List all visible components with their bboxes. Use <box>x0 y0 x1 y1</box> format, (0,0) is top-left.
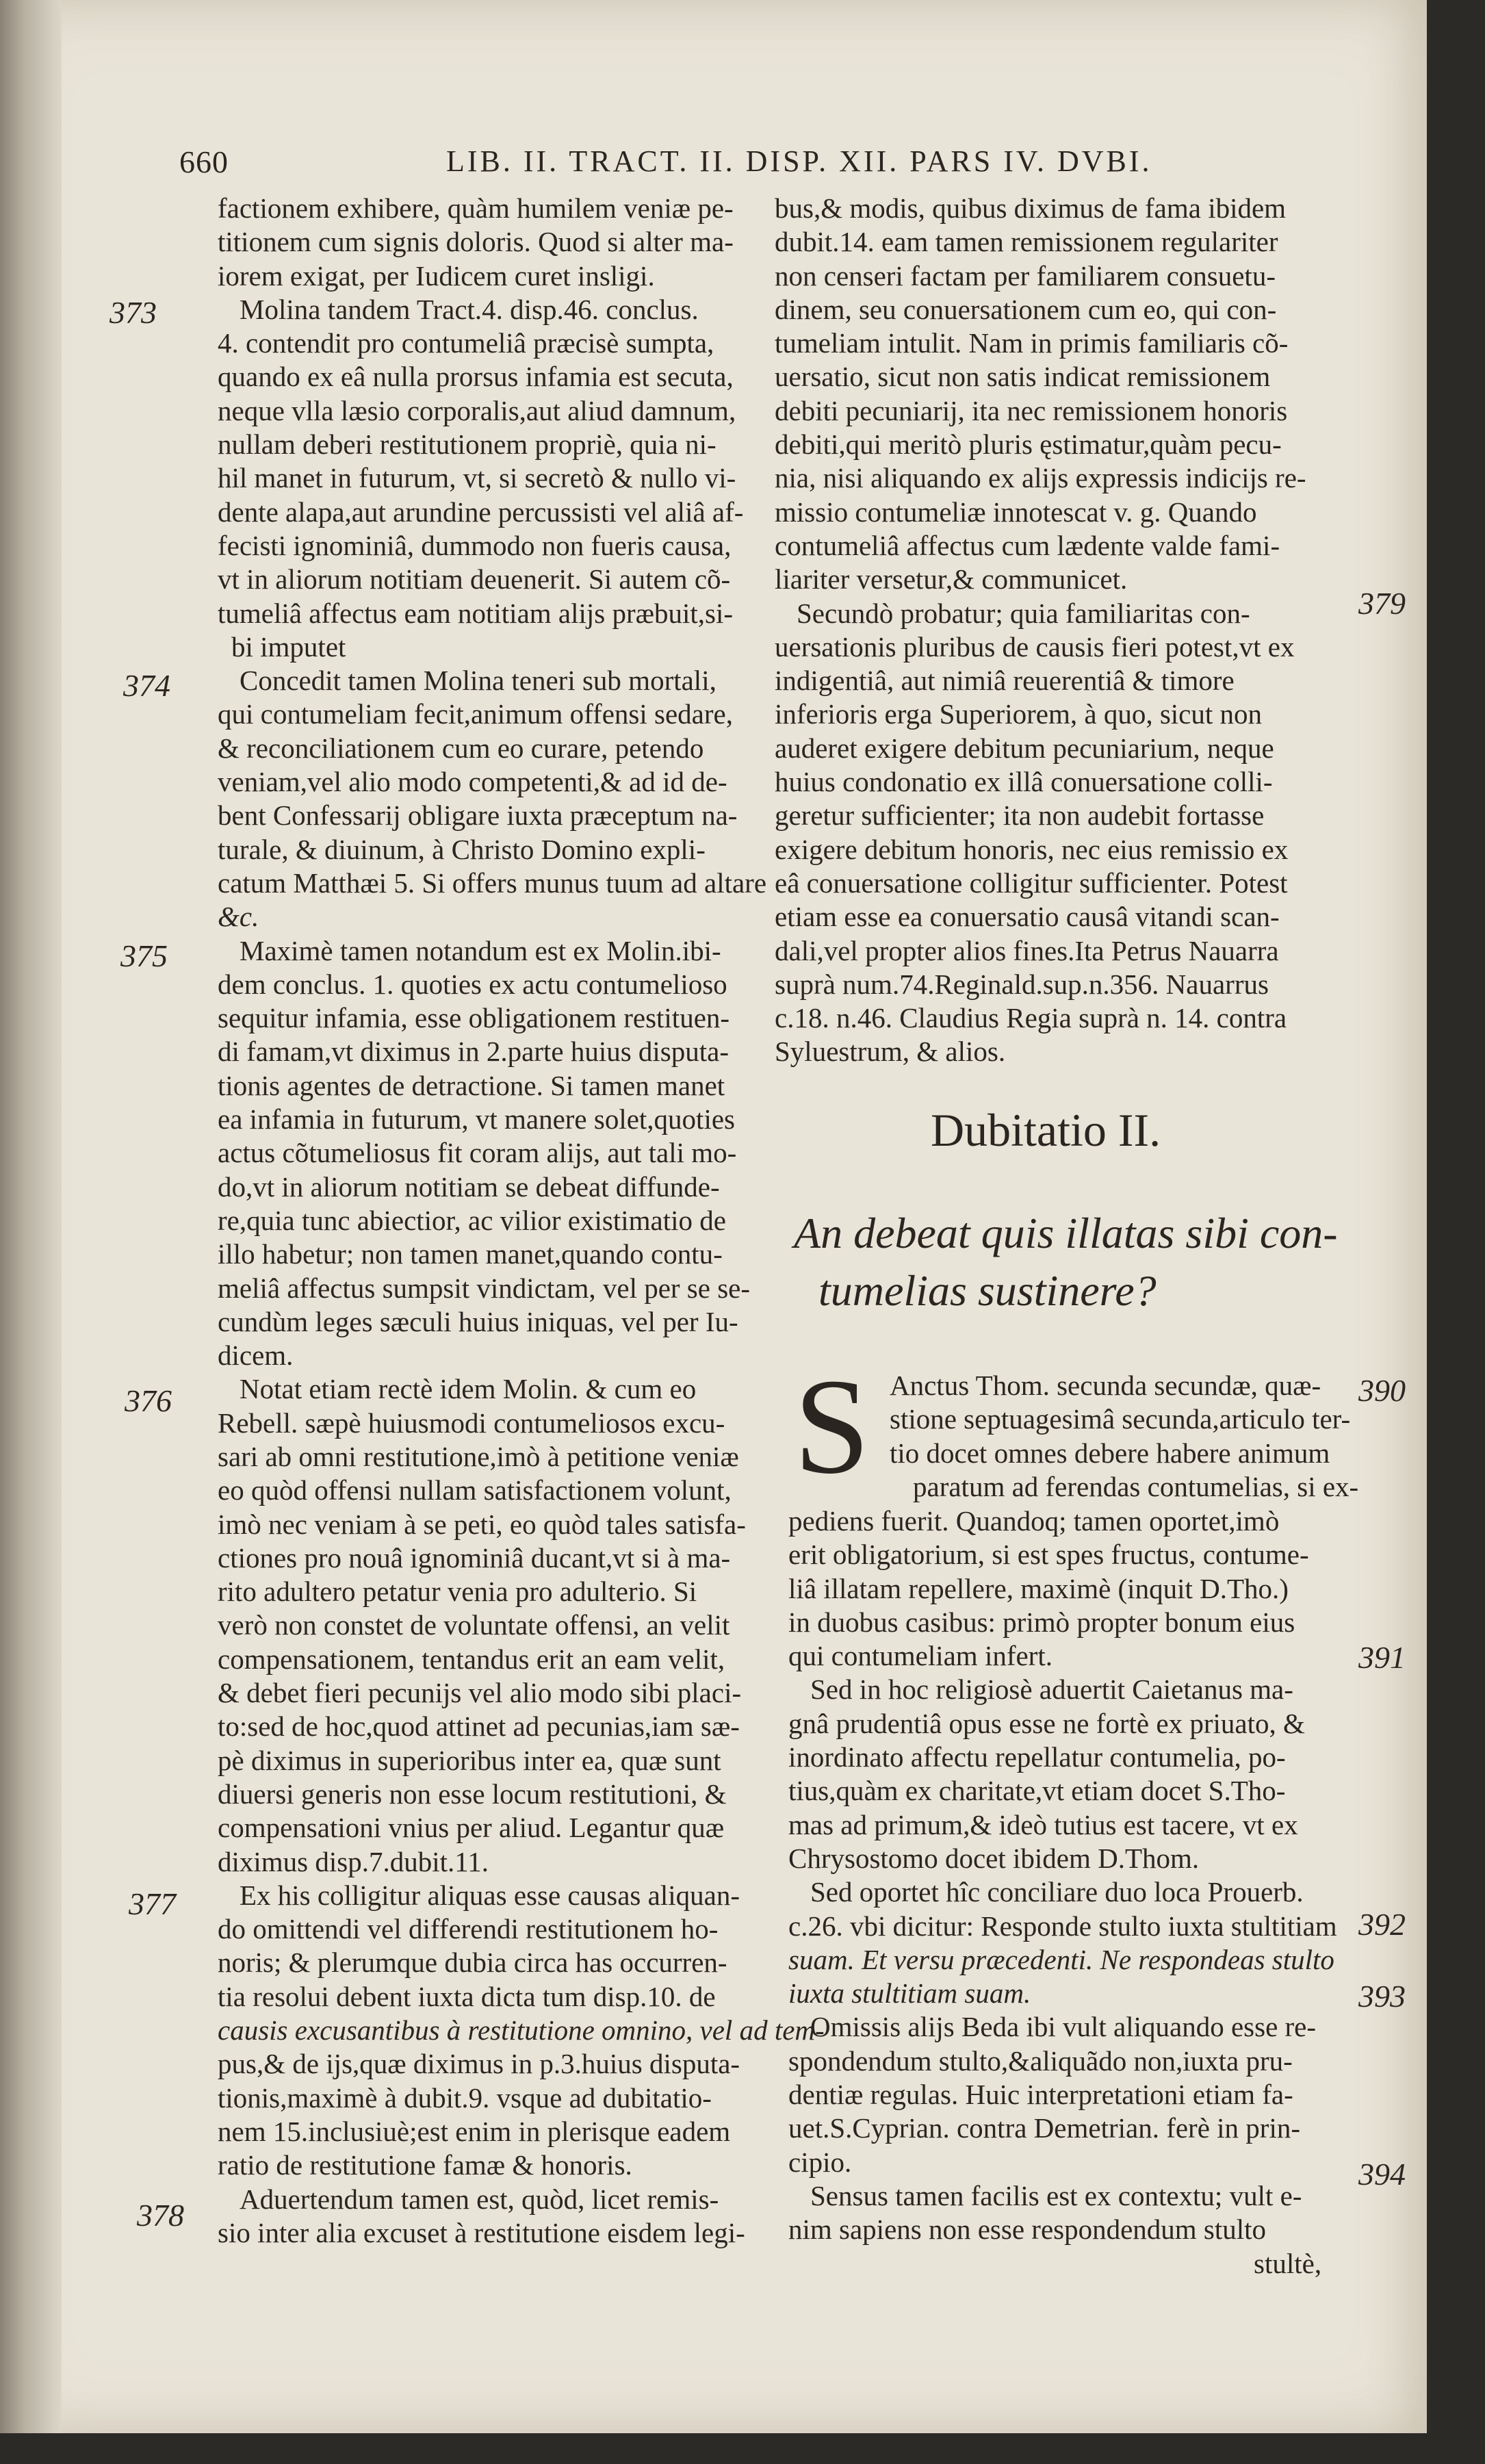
text-line: titionem cum signis doloris. Quod si alter ma- <box>218 226 734 258</box>
text-line: di famam,vt diximus in 2.parte huius disputa- <box>218 1036 729 1068</box>
text-line: liâ illatam repellere, maximè (inquit D.Tho.) <box>788 1572 1289 1604</box>
text-line: inordinato affectu repellatur contumelia, po- <box>788 1741 1286 1773</box>
text-line: vt in aliorum notitiam deuenerit. Si autem cõ- <box>218 563 731 595</box>
text-line: debiti,qui meritò pluris ęstimatur,quàm pecu- <box>775 428 1282 461</box>
text-line: compensationi vnius per aliud. Legantur quæ <box>218 1812 725 1844</box>
text-line: sequitur infamia, esse obligationem restituen- <box>218 1002 730 1034</box>
text-line: pediens fuerit. Quandoq; tamen oportet,imò <box>788 1505 1280 1537</box>
text-line: tumeliâ affectus eam notitiam alijs præbuit,si- <box>218 597 734 629</box>
text-line: turale, & diuinum, à Christo Domino expli- <box>218 833 706 865</box>
text-line: neque vlla læsio corporalis,aut aliud damnum, <box>218 394 736 426</box>
text-line: dente alapa,aut arundine percussisti vel aliâ af- <box>218 496 744 528</box>
text-line: ratio de restitutione famæ & honoris. <box>218 2149 632 2181</box>
margin-number: 379 <box>1358 586 1406 621</box>
text-line: indigentiâ, aut nimiâ reuerentiâ & timore <box>775 665 1235 697</box>
text-line: iuxta stultitiam suam. <box>788 1977 1031 2010</box>
section-question <box>794 1205 1355 1320</box>
margin-number: 393 <box>1358 1979 1406 2014</box>
text-line: diuersi generis non esse locum restitutioni, & <box>218 1778 727 1810</box>
running-header <box>179 137 1261 192</box>
text-line: catum Matthæi 5. Si offers munus tuum ad altare <box>218 867 767 899</box>
text-line: tia resolui debent iuxta dicta tum disp.10. de <box>218 1980 716 2012</box>
text-line: compensationem, tentandus erit an eam velit, <box>218 1643 725 1675</box>
text-line: dubit.14. eam tamen remissionem regulariter <box>775 226 1278 258</box>
text-line: bi imputet <box>231 630 346 663</box>
text-line: ea infamia in futurum, vt manere solet,quoties <box>218 1103 735 1135</box>
text-line: factionem exhibere, quàm humilem veniæ pe- <box>218 192 734 224</box>
text-line: dicem. <box>218 1339 294 1372</box>
text-line: 4. contendit pro contumeliâ præcisè sumpta, <box>218 327 714 359</box>
text-line: suam. Et versu præcedenti. Ne respondeas stulto <box>788 1943 1334 1975</box>
text-line: Rebell. sæpè huiusmodi contumeliosos excu- <box>218 1407 725 1439</box>
margin-number: 392 <box>1358 1907 1406 1942</box>
text-line: imò nec veniam à se peti, eo quòd tales satisfa- <box>218 1508 746 1540</box>
text-line: Sed oportet hîc conciliare duo loca Prouerb. <box>810 1876 1304 1908</box>
margin-number: 373 <box>109 295 157 330</box>
right-text-column-lower <box>788 1504 1363 2281</box>
text-line: etiam esse ea conuersatio causâ vitandi scan- <box>775 901 1280 933</box>
text-line: causis excusantibus à restitutione omnino, vel ad tem- <box>218 2014 825 2046</box>
text-line: nia, nisi aliquando ex alijs expressis indicijs re- <box>775 462 1306 494</box>
text-line: eâ conuersatione colligitur sufficienter. Potest <box>775 867 1288 899</box>
section-heading: Dubitatio II. <box>931 1104 1161 1156</box>
text-line: debiti pecuniarij, ita nec remissionem honoris <box>775 394 1288 426</box>
text-line: rito adultero petatur venia pro adulterio. Si <box>218 1576 697 1608</box>
text-line: pus,& de ijs,quæ diximus in p.3.huius disputa- <box>218 2048 740 2080</box>
text-line: Omissis alijs Beda ibi vult aliquando esse re- <box>810 2011 1317 2043</box>
text-line: sari ab omni restitutione,imò à petitione veniæ <box>218 1440 739 1472</box>
text-line: huius condonatio ex illâ conuersatione colli- <box>775 766 1273 798</box>
text-line: sio inter alia excuset à restitutione eisdem legi- <box>218 2216 745 2248</box>
text-line: stione septuagesimâ secunda,articulo ter- <box>890 1403 1351 1435</box>
text-line: Ex his colligitur aliquas esse causas aliquan- <box>240 1879 740 1911</box>
text-line: in duobus casibus: primò propter bonum eius <box>788 1606 1295 1638</box>
text-line: contumeliâ affectus cum lædente valde fami- <box>775 529 1280 561</box>
text-line: inferioris erga Superiorem, à quo, sicut non <box>775 698 1263 730</box>
drop-cap: S <box>794 1351 870 1502</box>
text-line: erit obligatorium, si est spes fructus, contume- <box>788 1539 1309 1571</box>
text-line: Notat etiam rectè idem Molin. & cum eo <box>240 1373 697 1405</box>
text-line: paratum ad ferendas contumelias, si ex- <box>913 1470 1359 1502</box>
text-line: do,vt in aliorum notitiam se debeat diffunde- <box>218 1170 720 1203</box>
text-line: &c. <box>218 901 259 933</box>
text-line: bus,& modis, quibus diximus de fama ibidem <box>775 192 1287 224</box>
text-line: missio contumeliæ innotescat v. g. Quando <box>775 496 1257 528</box>
text-line: ctiones pro nouâ ignominiâ ducant,vt si à ma- <box>218 1541 731 1574</box>
text-line: Anctus Thom. secunda secundæ, quæ- <box>890 1370 1321 1401</box>
page-number: 660 <box>179 144 229 179</box>
text-line: iorem exigat, per Iudicem curet insligi. <box>218 259 655 292</box>
text-line: Concedit tamen Molina teneri sub mortali, <box>240 665 716 697</box>
question-line: tumelias sustinere? <box>818 1266 1157 1315</box>
text-line: uet.S.Cyprian. contra Demetrian. ferè in prin- <box>788 2112 1300 2144</box>
text-line: tius,quàm ex charitate,vt etiam docet S.Tho- <box>788 1775 1286 1807</box>
text-line: tumeliam intulit. Nam in primis familiaris cõ- <box>775 327 1289 359</box>
text-line: illo habetur; non tamen manet,quando contu- <box>218 1238 723 1270</box>
catchword: stultè, <box>1254 2247 1322 2279</box>
text-line: tionis agentes de detractione. Si tamen manet <box>218 1069 725 1101</box>
text-line: to:sed de hoc,quod attinet ad pecunias,iam sæ- <box>218 1710 740 1743</box>
margin-number: 391 <box>1358 1640 1406 1675</box>
text-line: auderet exigere debitum pecuniarium, neque <box>775 732 1274 764</box>
text-line: cundùm leges sæculi huius iniquas, vel per Iu- <box>218 1305 738 1337</box>
text-line: dinem, seu conuersationem cum eo, qui con- <box>775 293 1277 325</box>
text-line: uersatio, sicut non satis indicat remissionem <box>775 361 1271 393</box>
text-line: nem 15.inclusiuè;est enim in plerisque eadem <box>218 2115 731 2147</box>
text-line: exigere debitum honoris, nec eius remissio ex <box>775 833 1289 865</box>
text-line: qui contumeliam fecit,animum offensi sedare, <box>218 698 733 730</box>
text-line: bent Confessarij obligare iuxta præceptum na- <box>218 799 738 832</box>
text-line: spondendum stulto,&aliquãdo non,iuxta pru- <box>788 2044 1293 2077</box>
text-line: & debet fieri pecunijs vel alio modo sibi placi- <box>218 1677 742 1709</box>
margin-number: 376 <box>125 1383 172 1418</box>
margin-number: 375 <box>120 938 168 973</box>
text-line: dali,vel propter alios fines.Ita Petrus Nauarra <box>775 934 1279 966</box>
text-line: hil manet in futurum, vt, si secretò & nullo vi- <box>218 462 736 494</box>
margin-number: 377 <box>129 1886 176 1921</box>
text-line: liariter versetur,& communicet. <box>775 563 1128 595</box>
margin-number: 394 <box>1358 2157 1406 2192</box>
text-line: Chrysostomo docet ibidem D.Thom. <box>788 1842 1200 1874</box>
text-line: geretur sufficienter; ita non audebit fortasse <box>775 799 1265 832</box>
text-line: Syluestrum, & alios. <box>775 1036 1006 1068</box>
text-line: fecisti ignominiâ, dummodo non fueris causa, <box>218 529 732 561</box>
text-line: verò non constet de voluntate offensi, an velit <box>218 1609 730 1641</box>
text-line: cipio. <box>788 2146 852 2178</box>
margin-number: 374 <box>123 668 170 703</box>
margin-number: 390 <box>1358 1373 1406 1408</box>
text-line: nullam deberi restitutionem propriè, quia ni- <box>218 428 716 461</box>
text-line: Sed in hoc religiosè aduertit Caietanus ma- <box>810 1673 1293 1706</box>
text-line: diximus disp.7.dubit.11. <box>218 1845 489 1877</box>
text-line: gnâ prudentiâ opus esse ne fortè ex priuato, & <box>788 1707 1305 1739</box>
text-line: pè diximus in superioribus inter ea, quæ sunt <box>218 1744 721 1776</box>
text-line: Sensus tamen facilis est ex contextu; vult e- <box>810 2179 1302 2211</box>
text-line: re,quia tunc abiectior, ac vilior existimatio de <box>218 1204 726 1236</box>
text-line: noris; & plerumque dubia circa has occurren- <box>218 1947 727 1979</box>
text-line: Maximè tamen notandum est ex Molin.ibi- <box>240 934 721 966</box>
text-line: non censeri factam per familiarem consuetu- <box>775 259 1276 292</box>
right-text-column <box>775 192 1363 1069</box>
running-head: LIB. II. TRACT. II. DISP. XII. PARS IV. DVBI. <box>446 144 1152 178</box>
text-line: mas ad primum,& ideò tutius est tacere, vt ex <box>788 1808 1298 1840</box>
text-line: uersationis pluribus de causis fieri potest,vt ex <box>775 630 1295 663</box>
text-line: veniam,vel alio modo competenti,& ad id de- <box>218 766 727 798</box>
text-line: Molina tandem Tract.4. disp.46. conclus. <box>240 293 699 325</box>
text-line: c.26. vbi dicitur: Responde stulto iuxta stultitiam <box>788 1910 1337 1942</box>
text-line: do omittendi vel differendi restitutionem ho- <box>218 1913 719 1945</box>
question-line: An debeat quis illatas sibi con- <box>794 1209 1338 1257</box>
text-line: eo quòd offensi nullam satisfactionem volunt, <box>218 1474 732 1506</box>
text-line: suprà num.74.Reginald.sup.n.356. Nauarrus <box>775 968 1269 1000</box>
text-line: actus cõtumeliosus fit coram alijs, aut tali mo- <box>218 1137 737 1169</box>
text-line: Secundò probatur; quia familiaritas con- <box>797 597 1250 629</box>
text-line: meliâ affectus sumpsit vindictam, vel per se se- <box>218 1272 751 1304</box>
text-line: dentiæ regulas. Huic interpretationi etiam fa- <box>788 2079 1293 2111</box>
text-line: & reconciliationem cum eo curare, petendo <box>218 732 704 764</box>
margin-number: 378 <box>137 2198 184 2233</box>
text-line: dem conclus. 1. quoties ex actu contumelioso <box>218 968 727 1000</box>
text-line: tio docet omnes debere habere animum <box>890 1437 1330 1469</box>
text-line: quando ex eâ nulla prorsus infamia est secuta, <box>218 361 734 393</box>
dropcap-paragraph <box>890 1369 1369 1504</box>
text-line: nim sapiens non esse respondendum stulto <box>788 2213 1267 2246</box>
text-line: tionis,maximè à dubit.9. vsque ad dubitatio- <box>218 2081 712 2114</box>
text-line: qui contumeliam infert. <box>788 1640 1053 1672</box>
text-line: Aduertendum tamen est, quòd, licet remis- <box>240 2183 719 2215</box>
page-gutter-edge <box>0 0 62 2433</box>
text-line: c.18. n.46. Claudius Regia suprà n. 14. contra <box>775 1002 1287 1034</box>
